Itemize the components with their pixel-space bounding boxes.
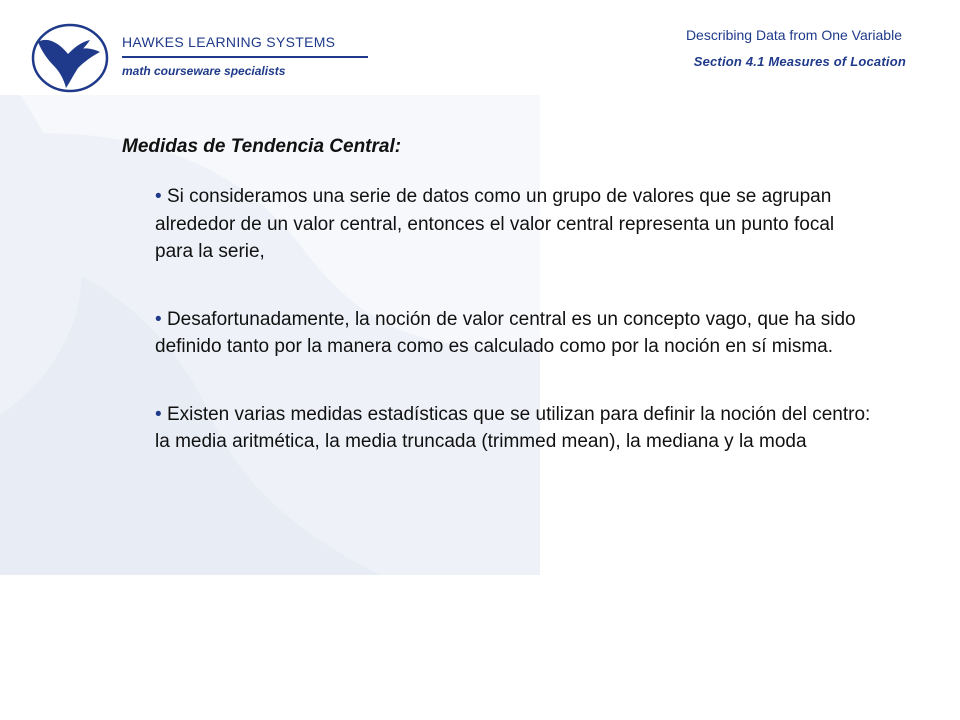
bullet-text: Si consideramos una serie de datos como un grupo de valores que se agrupan alrededor de un valor central, entonces el valor central representa un punto focal para la serie,: [155, 186, 835, 262]
bullet-item: [155, 401, 875, 456]
eagle-logo-icon: [30, 22, 110, 94]
bullet-item: [155, 183, 875, 266]
bullet-marker: •: [155, 186, 162, 207]
company-name: HAWKES LEARNING SYSTEMS: [122, 34, 336, 50]
company-divider: [122, 56, 368, 58]
bullet-text: Desafortunadamente, la noción de valor central es un concepto vago, que ha sido definido tanto por la manera como es calculado como por la noción en sí misma.: [155, 308, 856, 357]
bullet-marker: •: [155, 308, 162, 330]
section-title: Section 4.1 Measures of Location: [693, 54, 906, 69]
company-tagline: math courseware specialists: [122, 64, 286, 78]
chapter-title: Describing Data from One Variable: [685, 27, 902, 43]
bullet-text: Existen varias medidas estadísticas que se utilizan para definir la noción del centro: la media aritmética, la media truncada (trimmed mean), la mediana y la moda: [155, 403, 871, 452]
bullet-item: [155, 306, 875, 361]
slide-heading: Medidas de Tendencia Central:: [122, 136, 402, 157]
bullet-list: [155, 183, 875, 496]
bullet-marker: •: [155, 403, 162, 425]
